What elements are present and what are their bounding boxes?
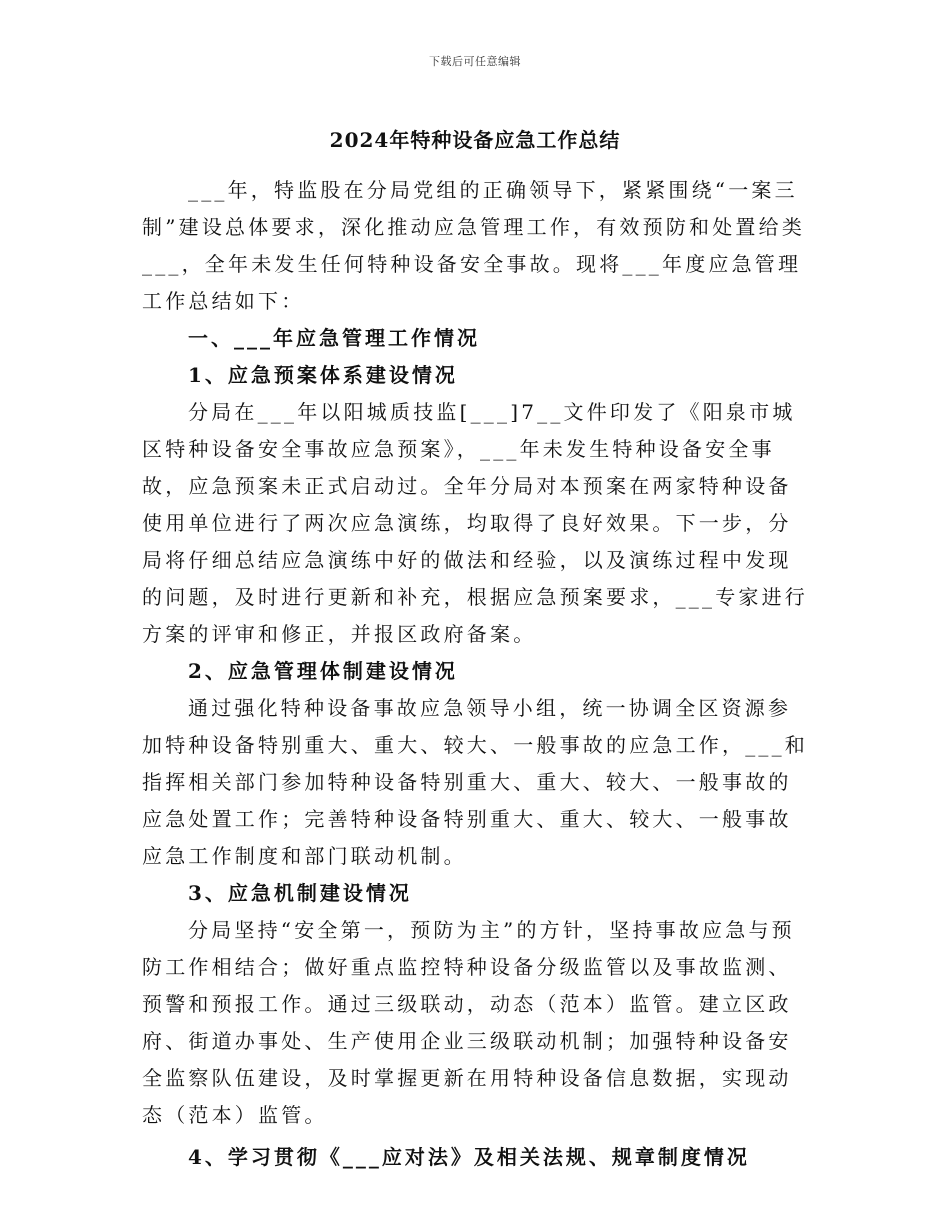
subsection-paragraph-3: 分局坚持“安全第一，预防为主”的方针，坚持事故应急与预防工作相结合；做好重点监控特种设备分级监管以及事故监测、预警和预报工作。通过三级联动，动态（范本）监管。建立区政府、街道办事处、生产使用企业三级联动机制；加强特种设备安全监察队伍建设，及时掌握更新在用特种设备信息数据，实现动态（范本）监管。: [142, 918, 795, 1127]
subsection-paragraph-1: 分局在___年以阳城质技监[___]7__文件印发了《阳泉市城区特种设备安全事故应急预案》，___年未发生特种设备安全事故，应急预案未正式启动过。全年分局对本预案在两家特种设备使用单位进行了两次应急演练，均取得了良好效果。下一步，分局将仔细总结应急演练中好的做法和经验，以及演练过程中发现的问题，及时进行更新和补充，根据应急预案要求，___专家进行方案的评审和修正，并报区政府备案。: [142, 400, 808, 646]
subsection-heading-3: 3、应急机制建设情况: [188, 881, 412, 905]
intro-paragraph: ___年，特监股在分局党组的正确领导下，紧紧围绕“一案三制”建设总体要求，深化推动应急管理工作，有效预防和处置给类___，全年未发生任何特种设备安全事故。现将___年度应急管理工作总结如下：: [142, 178, 806, 313]
header-note: 下载后可任意编辑: [429, 55, 521, 68]
subsection-paragraph-2: 通过强化特种设备事故应急领导小组，统一协调全区资源参加特种设备特别重大、重大、较大、一般事故的应急工作，___和指挥相关部门参加特种设备特别重大、重大、较大、一般事故的应急处置工作；完善特种设备特别重大、重大、较大、一般事故应急工作制度和部门联动机制。: [142, 696, 808, 868]
subsection-heading-4: 4、学习贯彻《___应对法》及相关法规、规章制度情况: [188, 1145, 750, 1169]
section-heading-1: 一、___年应急管理工作情况: [188, 326, 480, 350]
subsection-heading-1: 1、应急预案体系建设情况: [188, 363, 458, 387]
document-body: [142, 172, 814, 1176]
subsection-heading-2: 2、应急管理体制建设情况: [188, 659, 458, 683]
document-title: 2024年特种设备应急工作总结: [329, 128, 621, 152]
